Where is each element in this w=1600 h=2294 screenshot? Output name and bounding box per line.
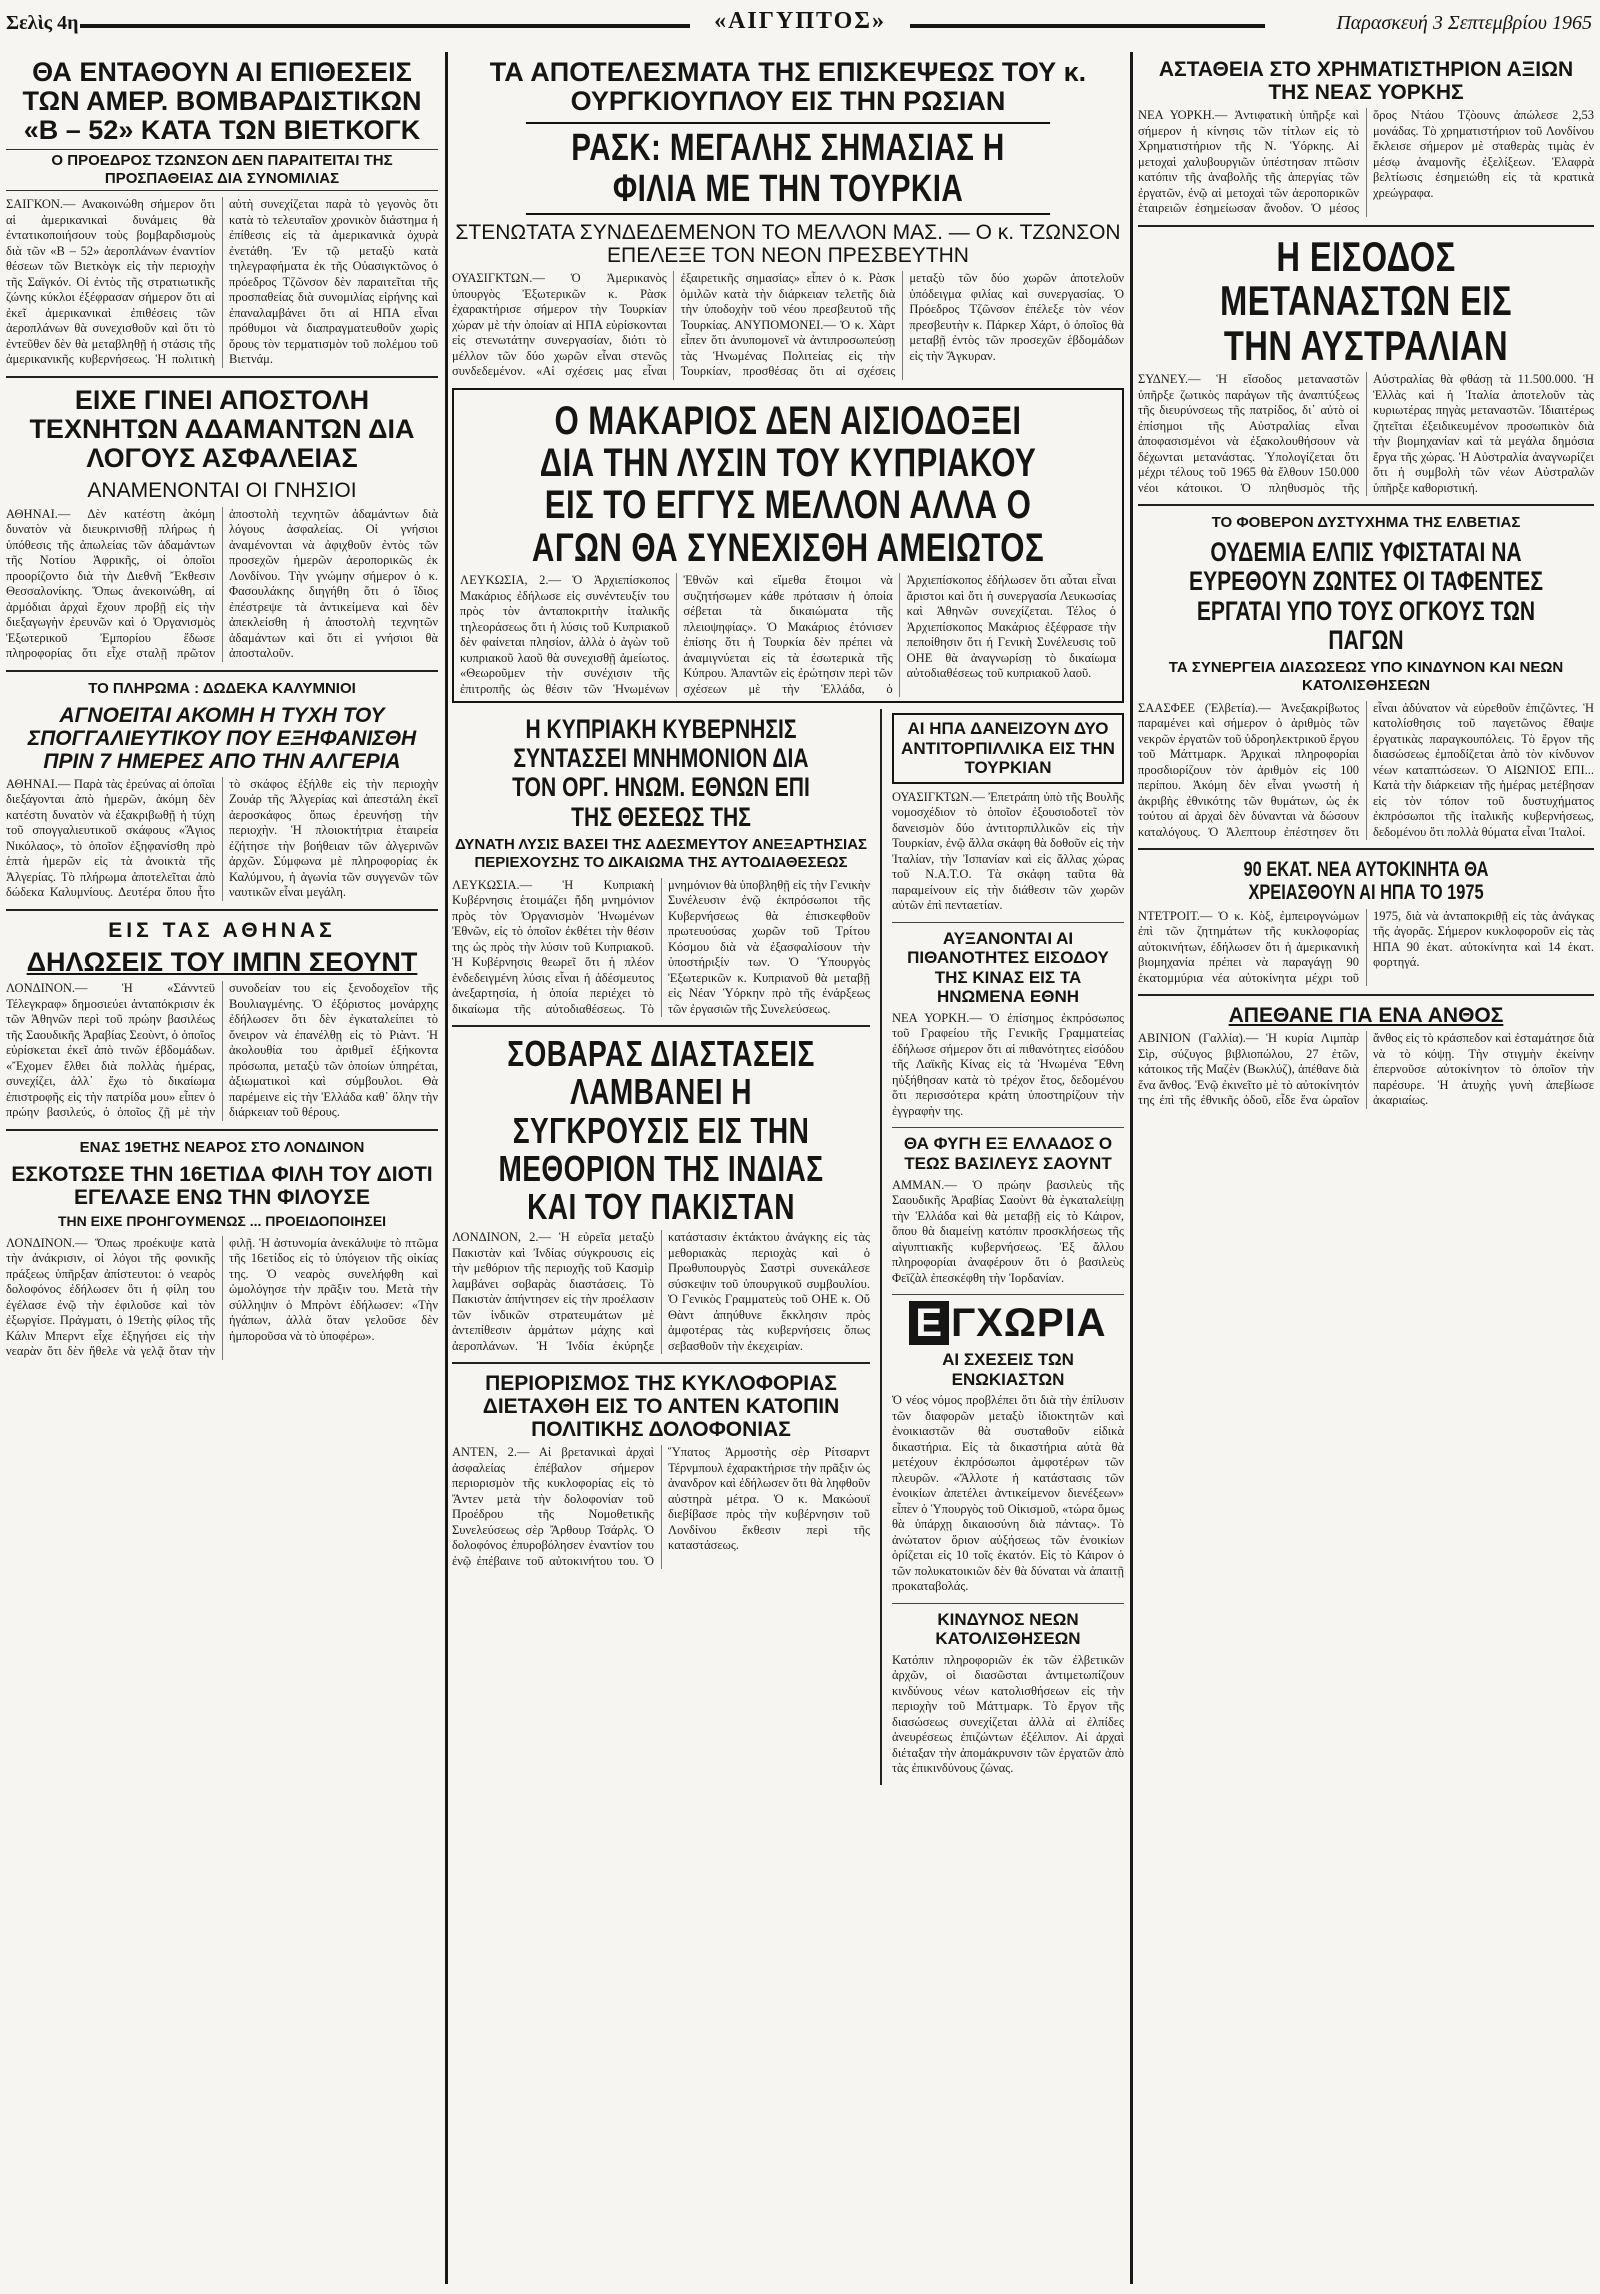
divider — [6, 909, 438, 911]
article-body: Ὁ νέος νόμος προβλέπει ὅτι διὰ τὴν ἐπίλυσιν τῶν διαφορῶν μεταξὺ ἰδιοκτητῶν καὶ ἐνοικιαστῶν θὰ συσταθοῦν εἰδικὰ δικαστήρια. Εἰς τὰ δικαστήρια αὐτὰ θὰ μετέχουν ἐκπρόσωποι ἀμφοτέρων τῶν πλευρῶν. «Ἄλλοτε ἡ κατάστασις τῶν ἐνοικίων ἀπετέλει ἀντικείμενον διενέξεων» εἶπεν ὁ Ὑπουργὸς τοῦ Οἰκισμοῦ, «τώρα ὅμως θὰ ὑπάρχῃ δικαιοσύνη διὰ πάντας». Τὸ ἀνώτατον ὅριον αὐξήσεως τῶν ἐνοικίων ὁρίζεται εἰς 10 τοῖς ἑκατόν. Εἰς τὸ Κάιρον ὁ τῶν πολυκατοικιῶν δὲν θὰ δύναται νὰ ἀπαιτῇ προκαταβολάς. — [892, 1393, 1124, 1594]
headline: ΑΥΞΑΝΟΝΤΑΙ ΑΙ ΠΙΘΑΝΟΤΗΤΕΣ ΕΙΣΟΔΟΥ ΤΗΣ ΚΙΝΑΣ ΕΙΣ ΤΑ ΗΝΩΜΕΝΑ ΕΘΝΗ — [907, 928, 1109, 1007]
center-lower-left — [452, 709, 882, 1785]
masthead — [0, 0, 1600, 52]
column-left — [6, 52, 438, 2286]
headline: ΚΙΝΔΥΝΟΣ ΝΕΩΝ ΚΑΤΟΛΙΣΘΗΣΕΩΝ — [935, 1609, 1081, 1649]
subheadline: ΣΤΕΝΩΤΑΤΑ ΣΥΝΔΕΔΕΜΕΝΟΝ ΤΟ ΜΕΛΛΟΝ ΜΑΣ. — Ο κ. ΤΖΩΝΣΟΝ ΕΠΕΛΕΞΕ ΤΟΝ ΝΕΟΝ ΠΡΕΣΒΕΥΤΗΝ — [455, 220, 1121, 267]
subheadline: ΤΑ ΣΥΝΕΡΓΕΙΑ ΔΙΑΣΩΣΕΩΣ ΥΠΟ ΚΙΝΔΥΝΟΝ ΚΑΙ ΝΕΩΝ ΚΑΤΟΛΙΣΘΗΣΕΩΝ — [1168, 658, 1564, 694]
article-makarios — [452, 388, 1124, 704]
article-turkey — [452, 58, 1124, 380]
article-london-murder — [6, 1139, 438, 1360]
section-logo — [892, 1301, 1124, 1346]
article-flower — [1138, 1004, 1594, 1109]
headline: ΘΑ ΕΝΤΑΘΟΥΝ ΑΙ ΕΠΙΘΕΣΕΙΣ ΤΩΝ ΑΜΕΡ. ΒΟΜΒΑΡΔΙΣΤΙΚΩΝ «Β – 52» ΚΑΤΑ ΤΩΝ ΒΙΕΤΚΟΓΚ — [22, 57, 422, 146]
article-body: ΛΟΝΔΙΝΟΝ.— Ἡ «Σάνντεϋ Τέλεγκραφ» δημοσιεύει ἀνταπόκρισιν ἐκ τῶν Ἀθηνῶν περὶ τοῦ πρώην βασιλέως τῆς Σαουδικῆς Ἀραβίας Σεοὺντ, ὁ ὁποῖος εὑρίσκεται ἐκεῖ ἀπὸ τινῶν ἑβδομάδων. «Ἔχομεν ἔλθει διὰ πολλὰς ἡμέρας, συνεχίζει, ἀλλ᾽ ἔχω τὸ δικαίωμα ἐπιστροφῆς εἰς τὴν πατρίδα μου» εἶπεν ὁ πρώην βασιλεύς, ὁ ὁποῖος ζῇ μὲ τὴν συνοδείαν του εἰς ξενοδοχεῖον τῆς Βουλιαγμένης. Ὁ ἐξόριστος μονάρχης ἐδήλωσεν ὅτι δὲν ἐγκαταλείπει τὸ ὄνειρον νὰ ἐπανέλθῃ εἰς τὸ Ριὰντ. Ἡ ἀκολουθία του ἀριθμεῖ ἑξήκοντα πρόσωπα, μεταξὺ τῶν ὁποίων ὑπηρέται, ἀξιωματικοὶ καὶ σύμβουλοι. Θὰ παρέμεινε εἰς τὴν Ἑλλάδα καθ᾽ ὅλην τὴν διάρκειαν τοῦ θέρους. — [6, 981, 438, 1120]
divider — [892, 1127, 1124, 1128]
kicker: ΤΟ ΦΟΒΕΡΟΝ ΔΥΣΤΥΧΗΜΑ ΤΗΣ ΕΛΒΕΤΙΑΣ — [1211, 514, 1521, 532]
article-body: ΛΟΝΔΙΝΟΝ.— Ὅπως προέκυψε κατὰ τὴν ἀνάκρισιν, οἱ λόγοι τῆς φονικῆς πράξεως ὑπῆρξαν ἀπίστευτοι: ὁ νεαρὸς δολοφόνος ἐδήλωσεν ὅτι ἡ φίλη του ἐγέλασε ἐνῷ τὴν ἐφιλοῦσε καὶ τὸν ἐξωργίσε. Πράγματι, ὁ 19ετὴς φίλος τῆς Κάλιν Μπερντ εἶχε ἐξηγήσει εἰς τὴν νεαρὰν ὅτι δὲν ἤθελε νὰ γελᾷ ὅταν τὴν φιλῇ. Ἡ ἀστυνομία ἀνεκάλυψε τὸ πτῶμα τῆς 16ετίδος εἰς τὸ ὑπόγειον τῆς οἰκίας της. Ὁ νεαρὸς συνελήφθη καὶ ὡμολόγησε τὴν πρᾶξιν του. Μετὰ τὴν σύλληψιν ὁ Μπρὸντ ἐδήλωσεν: «Τὴν ἠγάπων, ἀλλὰ ὅταν γελοῦσε δὲν ἠμποροῦσα νὰ τὸ ὑποφέρω». — [6, 1235, 438, 1359]
article-body: ΑΘΗΝΑΙ.— Παρὰ τὰς ἐρεύνας αἱ ὁποῖαι διεξάγονται ἀπὸ ἡμερῶν, ἀκόμη δὲν κατέστη δυνατὸν νὰ ἐξακριβωθῇ ἡ τύχη τοῦ σπογγαλιευτικοῦ σκάφους «Ἅγιος Νικόλαος», τὸ ὁποῖον ἐξηφανίσθη πρὸ ἑπτὰ ἡμερῶν εἰς τὰ ἀνοικτὰ τῆς Ἀλγερίας. Τὸ πλήρωμα ἀποτελεῖται ἀπὸ δώδεκα Καλυμνίους. Δευτέρα ὅπου ἦτο τὸ σκάφος ἐξήλθε εἰς τὴν περιοχὴν Ζουάρ τῆς Ἀλγερίας καὶ ἀπεστάλη ἐκεῖ ἀεροσκάφος ὅπως ἐρευνήσῃ τὴν περιοχὴν. Ἡ πλοιοκτήτρια ἑταιρεία ἐζήτησε τὴν βοήθειαν τῶν ἀλγερινῶν ἀρχῶν. Σύμφωνα μὲ πληροφορίας ἐκ Καλύμνου, ἡ ἀγωνία τῶν συγγενῶν τῶν ναυτικῶν εἶναι μεγάλη. — [6, 776, 438, 900]
article-sponge-boat — [6, 680, 438, 901]
article-body: ΑΝΤΕΝ, 2.— Αἱ βρετανικαὶ ἀρχαὶ ἀσφαλείας ἐπέβαλον σήμερον περιορισμὸν τῆς κυκλοφορίας εἰς τὸ Ἄντεν μετὰ τὴν δολοφονίαν τοῦ Προέδρου τῆς Νομοθετικῆς Συνελεύσεως σὲρ Ἄρθουρ Τσάρλς. Ὁ δολοφόνος ἐπυροβόλησεν ἐναντίον του ἐνῷ ἐπέβαινε τοῦ αὐτοκινήτου του. Ὁ Ὕπατος Ἁρμοστὴς σὲρ Ρίτσαρντ Τέρνμπουλ ἐχαρακτήρισε τὴν πρᾶξιν ὡς ἀνανδρον καὶ ἐδήλωσεν ὅτι θὰ ληφθοῦν αὐστηρὰ μέτρα. Ὁ κ. Μακώουϊ διεβίβασε πρὸς τὴν κυβέρνησιν τοῦ Λονδίνου ἔκθεσιν περὶ τῆς καταστάσεως. — [452, 1445, 870, 1568]
divider — [6, 376, 438, 378]
article-body: ΑΘΗΝΑΙ.— Δὲν κατέστη ἀκόμη δυνατὸν νὰ διευκρινισθῇ πλήρως ἡ ὑπόθεσις τῆς ἀπωλείας τῶν ἀδαμάντων τῆς Νοτίου Ἀφρικῆς, οἱ ὁποῖοι προορίζοντο διὰ τὴν Διεθνῆ Ἔκθεσιν Θεσσαλονίκης. Ὅπως ἀνεκοινώθη, αἱ ἀρμόδιαι ἀρχαὶ ἔχουν προβῇ εἰς τὴν διεξαγωγὴν ἐρευνῶν καὶ ὁ Ὀργανισμὸς Ἐξωτερικοῦ Ἐμπορίου ἔδωσε πληροφορίας ὅτι εἶχε σταλῇ πρῶτον ἀποστολὴ τεχνητῶν ἀδαμάντων διὰ λόγους ἀσφαλείας. Οἱ γνήσιοι ἀναμένονται νὰ ἀφιχθοῦν ἐντὸς τῶν προσεχῶν ἡμερῶν ἀεροπορικῶς ἐκ Λονδίνου. Τὴν γνώμην σήμερον ὁ κ. Φασουλάκης διηγήθη ὅτι ὁ ἴδιος ἐπέστρεψε τὰ ἀντικείμενα καὶ δὲν ἀπεκλείσθη ἡ ἀποστολὴ τεχνητῶν ἀδαμάντων καὶ ὅτι εἰ γνήσιοι θὰ ἀποσταλοῦν. — [6, 506, 438, 661]
article-landslides — [892, 1610, 1124, 1777]
article-body: ΝΕΑ ΥΟΡΚΗ.— Ὁ ἐπίσημος ἐκπρόσωπος τοῦ Γραφείου τῆς Γενικῆς Γραμματείας ἐδήλωσε σήμερον ὅτι αἱ πιθανότητες εἰσόδου τῆς Λαϊκῆς Κίνας εἰς τὰ Ἡνωμένα Ἔθνη ηὐξήθησαν κατὰ τὸ τρέχον ἔτος, δεδομένου ὅτι περισσότερα κράτη ὑποστηρίζουν τὴν ἐγγραφὴν της. — [892, 1010, 1124, 1118]
article-body: ΑΜΜΑΝ.— Ὁ πρώην βασιλεὺς τῆς Σαουδικῆς Ἀραβίας Σαοὺντ θὰ ἐγκαταλείψῃ τὴν Ἑλλάδα καὶ θὰ μεταβῇ εἰς τὸ Κάιρον, ὅπου θὰ διαμείνῃ κατόπιν προσκλήσεως τῆς αἰγυπτιακῆς κυβερνήσεως. Ἐξ ἄλλου πληροφορίαι ἀναφέρουν ὅτι ὁ βασιλεὺς Φεϊζὰλ ἐπεσκέφθη τὴν Ἰορδανίαν. — [892, 1177, 1124, 1285]
headline: Η ΚΥΠΡΙΑΚΗ ΚΥΒΕΡΝΗΣΙΣ ΣΥΝΤΑΣΣΕΙ ΜΝΗΜΟΝΙΟΝ ΔΙΑ ΤΟΝ ΟΡΓ. ΗΝΩΜ. ΕΘΝΩΝ ΕΠΙ ΤΗΣ ΘΕΣΕΩΣ ΤΗΣ — [512, 714, 810, 832]
headline: ΑΙ ΣΧΕΣΕΙΣ ΤΩΝ ΕΝΩΚΙΑΣΤΩΝ — [942, 1350, 1074, 1389]
divider — [6, 670, 438, 672]
headline: ΠΕΡΙΟΡΙΣΜΟΣ ΤΗΣ ΚΥΚΛΟΦΟΡΙΑΣ ΔΙΕΤΑΧΘΗ ΕΙΣ ΤΟ ΑΝΤΕΝ ΚΑΤΟΠΙΝ ΠΟΛΙΤΙΚΗΣ ΔΟΛΟΦΟΝΙΑΣ — [482, 1372, 840, 1442]
headline: 90 ΕΚΑΤ. ΝΕΑ ΑΥΤΟΚΙΝΗΤΑ ΘΑ ΧΡΕΙΑΣΘΟΥΝ ΑΙ ΗΠΑ ΤΟ 1975 — [1243, 858, 1489, 905]
headline: ΑΓΝΟΕΙΤΑΙ ΑΚΟΜΗ Η ΤΥΧΗ ΤΟΥ ΣΠΟΓΓΑΛΙΕΥΤΙΚΟΥ ΠΟΥ ΕΞΗΦΑΝΙΣΘΗ ΠΡΙΝ 7 ΗΜΕΡΕΣ ΑΠΟ ΤΗΝ ΑΛΓΕΡΙΑ — [27, 703, 417, 773]
section-logo-rest: ΓΧΩΡΙΑ — [951, 1301, 1107, 1346]
divider — [1138, 848, 1594, 850]
article-cyprus-memo — [452, 715, 870, 1017]
headline: ΟΥΔΕΜΙΑ ΕΛΠΙΣ ΥΦΙΣΤΑΤΑΙ ΝΑ ΕΥΡΕΘΟΥΝ ΖΩΝΤΕΣ ΟΙ ΤΑΦΕΝΤΕΣ ΕΡΓΑΤΑΙ ΥΠΟ ΤΟΥΣ ΟΓΚΟΥΣ ΤΩΝ ΠΑΓΩΝ — [1189, 537, 1543, 655]
issue-date: Παρασκευή 3 Σεπτεμβρίου 1965 — [1336, 12, 1592, 34]
article-switzerland — [1138, 514, 1594, 840]
article-body: ΛΟΝΔΙΝΟΝ, 2.— Ἡ εὐρεῖα μεταξὺ Πακιστὰν καὶ Ἰνδίας σύγκρουσις εἰς τὴν μεθόριον τῆς περιοχῆς τοῦ Κασμὶρ λαμβάνει σοβαρὰς διαστάσεις. Τὸ Πακιστὰν ἀπήντησεν εἰς τὴν προέλασιν τῶν ἰνδικῶν στρατευμάτων μὲ ἀντεπίθεσιν ἀρμάτων μάχης καὶ ἀεροπλάνων. Ἡ Ἰνδία ἐκύρηξε κατάστασιν ἐκτάκτου ἀνάγκης εἰς τὰς μεθοριακὰς περιοχὰς καὶ ὁ Πρωθυπουργὸς Σαστρὶ συνεκάλεσε σύσκεψιν τοῦ ὑπουργικοῦ συμβουλίου. Ὁ Γενικὸς Γραμματεὺς τοῦ ΟΗΕ κ. Οὔ Θὰντ ἀπηύθυνε ἔκκλησιν πρὸς ἀμφοτέρας τὰς κυβερνήσεις ὅπως σεβασθοῦν τὴν ἐκεχειρίαν. — [452, 1230, 870, 1353]
subheadline: Ο ΠΡΟΕΔΡΟΣ ΤΖΩΝΣΟΝ ΔΕΝ ΠΑΡΑΙΤΕΙΤΑΙ ΤΗΣ ΠΡΟΣΠΑΘΕΙΑΣ ΔΙΑ ΣΥΝΟΜΙΛΙΑΣ — [6, 149, 438, 191]
article-china-un — [892, 929, 1124, 1120]
article-tenants — [892, 1350, 1124, 1595]
column-rule — [1130, 52, 1133, 2284]
article-body: Κατόπιν πληροφοριῶν ἐκ τῶν ἐλβετικῶν ἀρχῶν, οἱ διασῶσται ἀντιμετωπίζουν κινδύνους νέων κατολισθήσεων εἰς τὴν περιοχὴν τοῦ Μάττμαρκ. Τὸ ἔργον τῆς διασώσεως συνεχίζεται ἀλλὰ αἱ ἐλπίδες ἀνευρέσεως ἐπιζώντων ἐξέλιπον. Αἱ ἀρχαὶ διέταξαν τὴν ἀπομάκρυνσιν τῶν ἐργατῶν ἀπὸ τὰς ἐπικινδύνους ζώνας. — [892, 1652, 1124, 1776]
article-body: ΟΥΑΣΙΓΚΤΩΝ.— Ὁ Ἀμερικανὸς ὑπουργὸς Ἐξωτερικῶν κ. Ρὰσκ ἐχαρακτήρισε σήμερον τὴν Τουρκίαν χώραν μὲ τὴν ὁποίαν αἱ ΗΠΑ εὑρίσκονται εἰς στενωτάτην συνεργασίαν, διότι τὸ μέλλον τῶν δύο χωρῶν εἶναι στενῶς συνδεδεμένον. «Αἱ σχέσεις μας εἶναι ἐξαιρετικῆς σημασίας» εἶπεν ὁ κ. Ρὰσκ ὁμιλῶν κατὰ τὴν διάρκειαν τελετῆς διὰ τὴν ὑποδοχὴν τοῦ νέου πρεσβευτοῦ τῆς Τουρκίας. ΑΝΥΠΟΜΟΝΕΙ.— Ὁ κ. Χὰρτ εἶπεν ὅτι ἀνυπομονεῖ νὰ ἀντιπροσωπεύσῃ τὰς Ἡνωμένας Πολιτείας εἰς τὴν Τουρκίαν, προσθέσας ὅτι αἱ σχέσεις μεταξὺ τῶν δύο χωρῶν ἀποτελοῦν ὑπόδειγμα φιλίας καὶ συνεργασίας. Ὁ Πρόεδρος Τζῶνσον ἐπέλεξε τὸν νέον πρεσβευτὴν κ. Πάρκερ Χάρτ, ὁ ὁποῖος θὰ μεταβῇ ἐντὸς τῶν προσεχῶν ἑβδομάδων εἰς τὴν Ἄγκυραν. — [452, 271, 1124, 379]
headline: ΑΠΕΘΑΝΕ ΓΙΑ ΕΝΑ ΑΝΘΟΣ — [1228, 1004, 1504, 1028]
column-rule — [445, 52, 448, 2284]
article-saoud-leave — [892, 1134, 1124, 1286]
headline: Ο ΜΑΚΑΡΙΟΣ ΔΕΝ ΑΙΣΙΟΔΟΞΕΙ ΔΙΑ ΤΗΝ ΛΥΣΙΝ ΤΟΥ ΚΥΠΡΙΑΚΟΥ ΕΙΣ ΤΟ ΕΓΓΥΣ ΜΕΛΛΟΝ ΑΛΛΑ Ο ΑΓΩΝ ΘΑ ΣΥΝΕΧΙΣΘΗ ΑΜΕΙΩΤΟΣ — [531, 398, 1045, 570]
article-body: ΝΤΕΤΡΟΙΤ.— Ὁ κ. Κὸξ, ἐμπειρογνώμων ἐπὶ τῶν ζητημάτων τῆς κυκλοφορίας αὐτοκινήτων, ἐδήλωσεν ὅτι ἡ ἀμερικανικὴ βιομηχανία πρέπει νὰ παραγάγῃ 90 ἑκατομμύρια νέα αὐτοκίνητα μέχρι τοῦ 1975, διὰ νὰ ἀνταποκριθῇ εἰς τὰς ἀνάγκας τῆς ἀγορᾶς. Σήμερον κυκλοφοροῦν εἰς τὰς ΗΠΑ 90 ἑκατ. αὐτοκίνητα καὶ 14 ἑκατ. φορτηγά. — [1138, 908, 1594, 985]
column-center — [452, 52, 1124, 2286]
kicker: ΕΝΑΣ 19ΕΤΗΣ ΝΕΑΡΟΣ ΣΤΟ ΛΟΝΔΙΝΟΝ — [79, 1138, 365, 1156]
headline: ΘΑ ΦΥΓΗ ΕΞ ΕΛΛΑΔΟΣ Ο ΤΕΩΣ ΒΑΣΙΛΕΥΣ ΣΑΟΥΝΤ — [903, 1134, 1113, 1173]
article-diamonds — [6, 386, 438, 662]
divider — [892, 1603, 1124, 1604]
center-lower-row — [452, 709, 1124, 1785]
center-lower-right — [882, 709, 1124, 1785]
article-body: ΣΥΔΝΕΥ.— Ἡ εἴσοδος μεταναστῶν ὑπῆρξε ζωτικὸς παράγων τῆς ἀναπτύξεως τῆς διευρύνσεως τῆς πατρίδος, δι᾽ αὐτὸ οἱ ἐπίσημοι τῆς Αὐστραλίας εἶναι ἀποφασισμένοι νὰ ἐξακολουθήσουν νὰ δέχωνται μετανάστας. Ὑπολογίζεται ὅτι μέχρι τέλους τοῦ 1965 θὰ ἔλθουν 150.000 νέοι κάτοικοι. Ὁ πληθυσμὸς τῆς Αὐστραλίας θὰ φθάσῃ τὰ 11.500.000. Ἡ Ἑλλὰς καὶ ἡ Ἰταλία ἀποτελοῦν τὰς κυριωτέρας πηγὰς μεταναστῶν. Ἰδιαιτέρως ζητεῖται ἐξειδικευμένον προσωπικὸν διὰ τὴν βιομηχανίαν καὶ τὰ μεγάλα δημόσια ἔργα τῆς χώρας. Ἡ Αὐστραλία ἀναγνωρίζει ὅτι ἡ συμβολὴ τῶν νέων Αὐστραλῶν ὑπῆρξε καθοριστική. — [1138, 372, 1594, 495]
divider — [6, 1129, 438, 1131]
headline: ΕΙΧΕ ΓΙΝΕΙ ΑΠΟΣΤΟΛΗ ΤΕΧΝΗΤΩΝ ΑΔΑΜΑΝΤΩΝ ΔΙΑ ΛΟΓΟΥΣ ΑΣΦΑΛΕΙΑΣ — [29, 384, 415, 474]
divider — [452, 1025, 870, 1027]
kicker: ΤΟ ΠΛΗΡΩΜΑ : ΔΩΔΕΚΑ ΚΑΛΥΜΝΙΟΙ — [88, 679, 356, 697]
article-body: ΛΕΥΚΩΣΙΑ.— Ἡ Κυπριακὴ Κυβέρνησις ἑτοιμάζει ἤδη μνημόνιον πρὸς τὸν Ὀργανισμὸν Ἡνωμένων Ἐθνῶν, εἰς τὸ ὁποῖον ἐκθέτει τὴν θέσιν της ὡς πρὸς τὴν λύσιν τοῦ Κυπριακοῦ. Ἡ Κυβέρνησις θεωρεῖ ὅτι ἡ πλέον ἐνδεδειγμένη λύσις εἶναι ἡ ἀδέσμευτος ἀνεξαρτησία, ἡ ὁποία περιέχει τὸ δικαίωμα τῆς αὐτοδιαθέσεως. Τὸ μνημόνιον θὰ ὑποβληθῇ εἰς τὴν Γενικὴν Συνέλευσιν ἐνῷ ἐκπρόσωποι τῆς Κυβερνήσεως θὰ ἐπισκεφθοῦν πρωτευούσας χωρῶν τοῦ Τρίτου Κόσμου διὰ νὰ ἐξασφαλίσουν τὴν ὑποστήριξίν των. Ὁ Ὑπουργὸς Ἐξωτερικῶν κ. Κυπριανοῦ θὰ μεταβῇ εἰς Νέαν Ὑόρκην πρὸ τῆς ἐνάρξεως τῶν ἐργασιῶν τῆς Συνελεύσεως. — [452, 877, 870, 1016]
section-logo-initial: Ε — [909, 1301, 949, 1345]
article-india-pakistan — [452, 1035, 870, 1354]
headline: ΔΗΛΩΣΕΙΣ ΤΟΥ ΙΜΠΝ ΣΕΟΥΝΤ — [26, 946, 418, 977]
headline: ΣΟΒΑΡΑΣ ΔΙΑΣΤΑΣΕΙΣ ΛΑΜΒΑΝΕΙ Η ΣΥΓΚΡΟΥΣΙΣ ΕΙΣ ΤΗΝ ΜΕΘΟΡΙΟΝ ΤΗΣ ΙΝΔΙΑΣ ΚΑΙ ΤΟΥ ΠΑΚΙΣΤΑΝ — [498, 1033, 824, 1227]
article-bombers — [6, 58, 438, 368]
article-body: ΛΕΥΚΩΣΙΑ, 2.— Ὁ Ἀρχιεπίσκοπος Μακάριος ἐδήλωσε εἰς συνέντευξίν του πρὸς τὸν ἀνταποκριτὴν ἰταλικῆς τηλεοράσεως ὅτι ἡ λύσις τοῦ Κυπριακοῦ δὲν φαίνεται πλησίον, ἀλλὰ ὁ ἀγὼν τοῦ κυπριακοῦ λαοῦ θὰ συνεχισθῇ ἀμείωτος. «Θεωροῦμεν τὴν συνέχισιν τῆς ἐπιτροπῆς ὡς θέσιν τῶν Ἡνωμένων Ἐθνῶν καὶ εἴμεθα ἕτοιμοι νὰ συζητήσωμεν κάθε πρότασιν ἡ ὁποία σέβεται τὰ δικαιώματα τῆς πλειοψηφίας». Ὁ Μακάριος ἐτόνισεν ἐπίσης ὅτι ἡ Τουρκία δὲν πρέπει νὰ ἀναμιγνύεται εἰς τὰ ἐσωτερικὰ τῆς Κύπρου. Ἀπαντῶν εἰς ἐρώτησιν περὶ τῶν σχέσεων μὲ τὴν Ἑλλάδα, ὁ Ἀρχιεπίσκοπος ἐδήλωσεν ὅτι αὗται εἶναι ἄριστοι καὶ ὅτι ἡ συνεργασία Λευκωσίας καὶ Ἀθηνῶν συνεχίζεται. Τέλος ὁ Ἀρχιεπίσκοπος Μακάριος ἐξέφρασε τὴν πεποίθησιν ὅτι ἡ Γενικὴ Συνέλευσις τοῦ ΟΗΕ θὰ ἀναγνωρίσῃ τὸ δικαίωμα αὐτοδιαθέσεως τοῦ κυπριακοῦ λαοῦ. — [460, 573, 1116, 696]
headline: ΑΙ ΗΠΑ ΔΑΝΕΙΖΟΥΝ ΔΥΟ ΑΝΤΙΤΟΡΠΙΛΛΙΚΑ ΕΙΣ ΤΗΝ ΤΟΥΡΚΙΑΝ — [892, 713, 1124, 784]
divider — [1138, 504, 1594, 506]
article-cars — [1138, 858, 1594, 986]
article-body: ΣΑΙΓΚΟΝ.— Ανακοινώθη σήμερον ὅτι αἱ ἀμερικανικαὶ δυνάμεις θὰ ἐντατικοποιήσουν τοὺς βομβαρδισμοὺς διὰ τῶν «Β – 52» ἀεροπλάνων ἐναντίον θέσεων τῶν Βιετκὸγκ εἰς τὴν περιοχὴν τῆς Σαϊγκόν. Οἱ ἐντὸς τῆς στρατιωτικῆς ζώνης κύκλοι ἐξέφρασαν σήμερον ὅτι αἱ ἐκεῖ ἀμερικανικαὶ ἐπιθέσεις τῶν ἀεροπλάνων θὰ συνεχισθοῦν καὶ ὅτι τὸ ἐντεῦθεν δὲν θὰ μεταβληθῇ ἡ στάσις τῆς ἀμερικανικῆς κυβερνήσεως. Ἡ πολιτικὴ αὐτὴ συνεχίζεται παρὰ τὸ γεγονὸς ὅτι κατὰ τὸ τελευταῖον χρονικὸν διάστημα ἡ ἐπίθεσις εἰς τὰ ἀμερικανικὰ ὀχυρὰ ἐνετάθη. Ἐν τῷ μεταξὺ κατὰ τηλεγραφήματα ἐκ τῆς Οὐασιγκτῶνος ὁ πρόεδρος Τζῶνσον δὲν παραιτεῖται τῆς προσπαθείας διὰ συνομιλίας εἰρήνης καὶ ἐπαναλαμβάνει ὅτι αἱ ΗΠΑ εἶναι πρόθυμοι νὰ διαπραγματευθοῦν χωρὶς ὅρους τὸν τερματισμὸν τοῦ πολέμου τοῦ Βιετνάμ. — [6, 197, 438, 367]
article-body: ΟΥΑΣΙΓΚΤΩΝ.— Ἐπετράπη ὑπὸ τῆς Βουλῆς νομοσχέδιον τὸ ὁποῖον ἐξουσιοδοτεῖ τὸν δανεισμὸν δύο ἀντιτορπιλλικῶν εἰς τὴν Τουρκίαν, ἐνῷ ἄλλα σκάφη θὰ δοθοῦν εἰς τὴν Ἰταλίαν, τὴν Ἰσπανίαν καὶ εἰς ἄλλας χώρας τοῦ Ν.Α.Τ.Ο. Τὰ σκάφη ταῦτα θὰ παραμείνουν εἰς τὴν διάθεσιν τῶν χωρῶν αὐτῶν ἐπὶ πενταετίαν. — [892, 789, 1124, 913]
masthead-rule-left — [80, 24, 690, 28]
headline-main: ΡΑΣΚ: ΜΕΓΑΛΗΣ ΣΗΜΑΣΙΑΣ Η ΦΙΛΙΑ ΜΕ ΤΗΝ ΤΟΥΡΚΙΑ — [526, 122, 1050, 215]
divider — [452, 1362, 870, 1364]
divider — [1138, 994, 1594, 996]
headline: ΕΣΚΟΤΩΣΕ ΤΗΝ 16ΕΤΙΔΑ ΦΙΛΗ ΤΟΥ ΔΙΟΤΙ ΕΓΕΛΑΣΕ ΕΝΩ ΤΗΝ ΦΙΛΟΥΣΕ — [11, 1162, 433, 1209]
article-body: ΝΕΑ ΥΟΡΚΗ.— Ἀντιφατικὴ ὑπῆρξε καὶ σήμερον ἡ κίνησις τῶν τίτλων εἰς τὸ Χρηματιστήριον τῆς Ν. Ὑόρκης. Αἱ μετοχαὶ χαλυβουργιῶν ὑπέστησαν πτῶσιν κατόπιν τῆς ἀναβολῆς τῆς ἀπεργίας τῶν ἐργατῶν, ἐνῷ αἱ μετοχαὶ τῶν ἀεροπορικῶν ἑταιρειῶν ἐσημείωσαν ἄνοδον. Ὁ μέσος ὅρος Ντάου Τζὸουνς ἀπώλεσε 2,53 μονάδας. Τὸ χρηματιστήριον τοῦ Λονδίνου ἔκλεισε σήμερον μὲ σταθερὰς τιμὰς ἐν μέσῳ ἀναμονῆς ἐξελίξεων. Ἑλαφρὰ βελτίωσις ἐσημειώθη εἰς τὰ κρατικὰ χρεώγραφα. — [1138, 108, 1594, 216]
kicker: ΕΙΣ ΤΑΣ ΑΘΗΝΑΣ — [108, 918, 336, 942]
divider — [892, 1294, 1124, 1295]
masthead-rule-right — [910, 24, 1265, 28]
divider — [1138, 225, 1594, 227]
column-right — [1138, 52, 1594, 2286]
article-body: ΣΑΑΣΦΕΕ (Ἐλβετία).— Ἀνεξακρίβωτος παραμένει καὶ σήμερον ὁ ἀριθμὸς τῶν νεκρῶν ἐργατῶν τοῦ ὑδροηλεκτρικοῦ ἔργου τοῦ Μάττμαρκ. Ἀρχικαὶ πληροφορίαι προσδιορίζουν τὸν ἀριθμὸν εἰς 100 περίπου. Ἀκόμη δὲν εἶναι γνωστὴ ἡ ἀκριβὴς ἐθνικότης τῶν θυμάτων, ὡς ἐκ τούτου αἱ ἀρχαὶ δὲν δύνανται νὰ δώσουν καταλόγους. Ὁ Ἀλεπτουρ ἐπέστησεν ὅτι εἶναι ἀδύνατον νὰ εὑρεθοῦν ἐπιζῶντες. Ἡ κατολίσθησις τοῦ παγετῶνος ἔθαψε ἐργατικὰς παραγκουπόλεις. Τὸ ἔργον τῆς διασώσεως ἐμποδίζεται ἀπὸ τὸν κίνδυνον νέων καταπτώσεων. Ὁ ΑΙΩΝΙΟΣ ΕΠΙ... Κατὰ τὴν διάρκειαν τῆς ἡμέρας μετέβησαν εἰς τὸν τόπον τοῦ δυστυχήματος ἐκπρόσωποι τῆς ἰταλικῆς κυβερνήσεως, δεδομένου ὅτι πολλὰ θύματα εἶναι Ἰταλοί. — [1138, 700, 1594, 839]
subheadline: ΤΗΝ ΕΙΧΕ ΠΡΟΗΓΟΥΜΕΝΩΣ ... ΠΡΟΕΙΔΟΠΟΙΗΣΕΙ — [57, 1212, 387, 1229]
divider — [892, 922, 1124, 923]
headline: Η ΕΙΣΟΔΟΣ ΜΕΤΑΝΑΣΤΩΝ ΕΙΣ ΤΗΝ ΑΥΣΤΡΑΛΙΑΝ — [1220, 232, 1512, 369]
article-australia — [1138, 232, 1594, 497]
subheadline: ΔΥΝΑΤΗ ΛΥΣΙΣ ΒΑΣΕΙ ΤΗΣ ΑΔΕΣΜΕΥΤΟΥ ΑΝΕΞΑΡΤΗΣΙΑΣ ΠΕΡΙΕΧΟΥΣΗΣ ΤΟ ΔΙΚΑΙΩΜΑ ΤΗΣ ΑΥΤΟΔΙΑΘΕΣΕΩΣ — [454, 835, 868, 871]
headline: ΤΑ ΑΠΟΤΕΛΕΣΜΑΤΑ ΤΗΣ ΕΠΙΣΚΕΨΕΩΣ ΤΟΥ κ. ΟΥΡΓΚΙΟΥΠΛΟΥ ΕΙΣ ΤΗΝ ΡΩΣΙΑΝ — [489, 57, 1087, 117]
article-nyse — [1138, 58, 1594, 217]
article-saud — [6, 919, 438, 1121]
article-aden — [452, 1372, 870, 1569]
newspaper-title: «ΑΙΓΥΠΤΟΣ» — [714, 8, 886, 34]
article-body: ΑΒΙΝΙΟΝ (Γαλλία).— Ἡ κυρία Λιμπὰρ Σὶρ, σύζυγος βιβλιοπώλου, 27 ἐτῶν, κάτοικος τῆς Μαζὲν (Βωκλύζ), ἀπέθανε διὰ ἕνα ἄνθος. Ἐνῷ ἐκινεῖτο μὲ τὸ αὐτοκίνητόν της ἐπὶ τῆς ἐθνικῆς ὁδοῦ, εἶδε ἕνα ὡραῖον ἄνθος εἰς τὸ κράσπεδον καὶ ἐσταμάτησε διὰ νὰ τὸ κόψῃ. Τὴν στιγμὴν ἐκείνην ἐπερνοῦσε αὐτοκίνητον τὸ ὁποῖον τὴν παρέσυρε. Ἡ ἀτυχὴς γυνὴ ἀπεβίωσε ἀκαριαίως. — [1138, 1031, 1594, 1108]
subheadline: ΑΝΑΜΕΝΟΝΤΑΙ ΟΙ ΓΝΗΣΙΟΙ — [87, 479, 357, 503]
page-number: Σελὶς 4η — [6, 12, 79, 34]
headline: ΑΣΤΑΘΕΙΑ ΣΤΟ ΧΡΗΜΑΤΙΣΤΗΡΙΟΝ ΑΞΙΩΝ ΤΗΣ ΝΕΑΣ ΥΟΡΚΗΣ — [1158, 58, 1574, 105]
article-destroyers — [892, 713, 1124, 914]
